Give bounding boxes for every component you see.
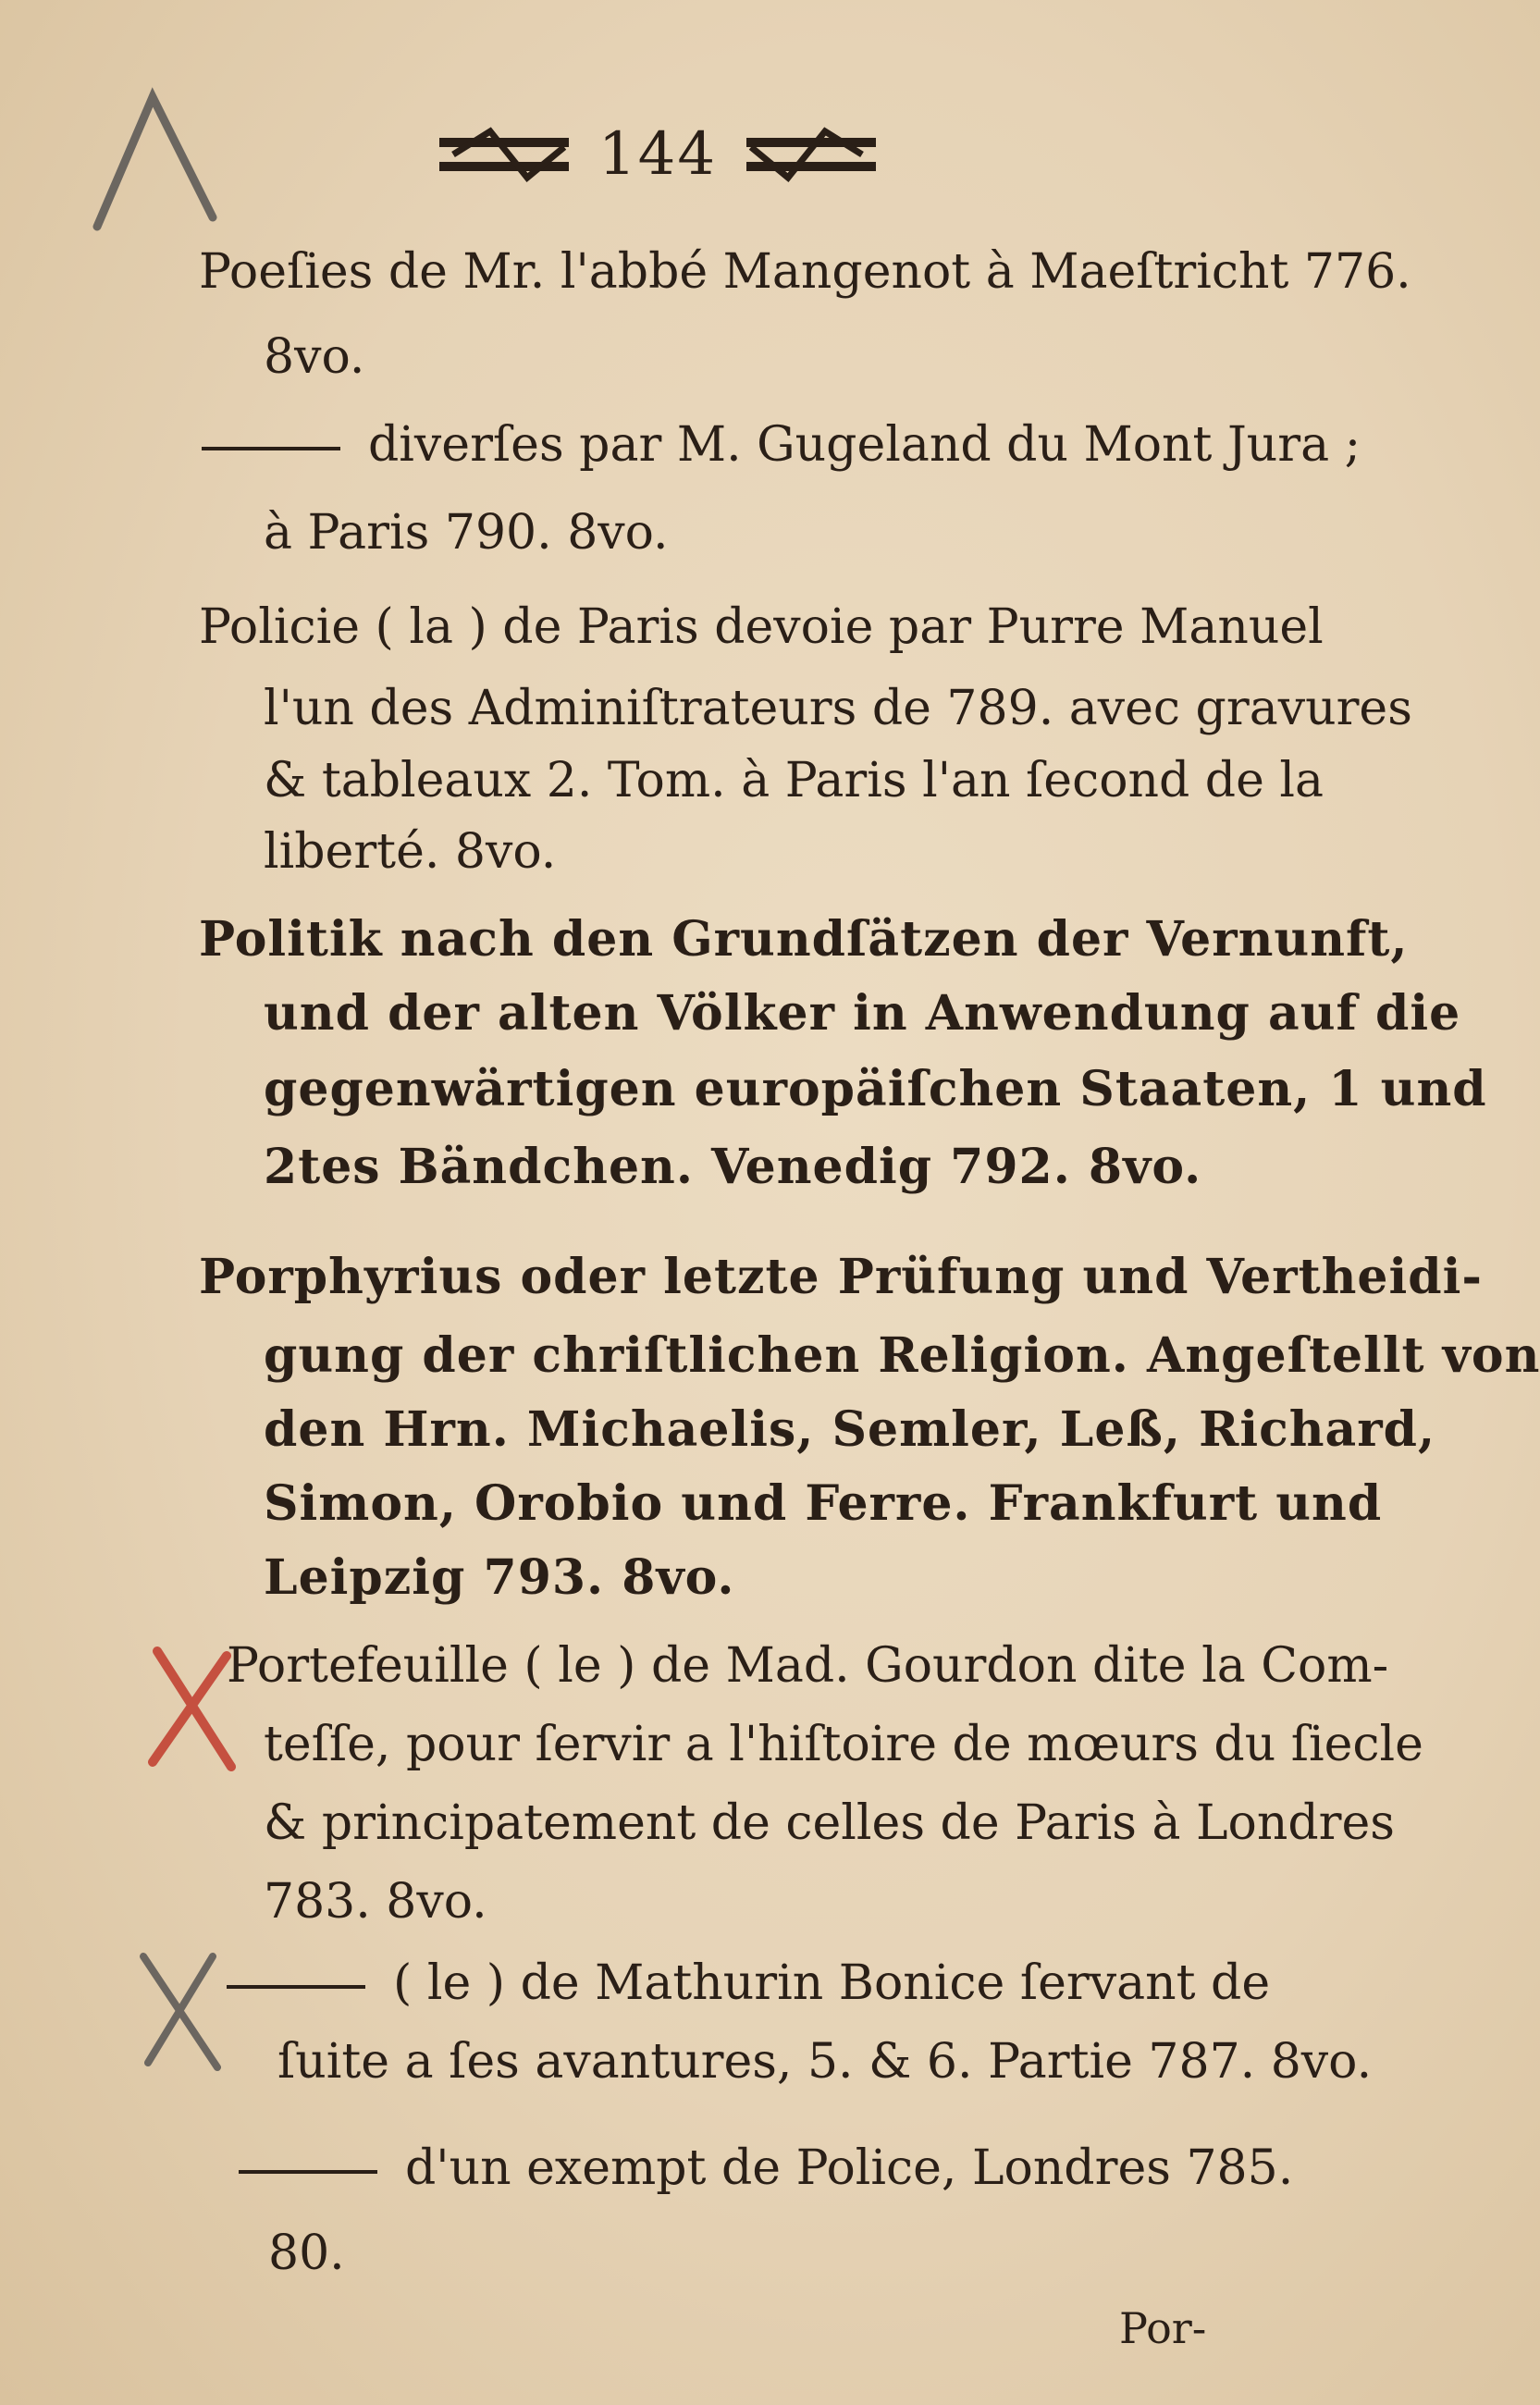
ornament-right-icon <box>742 127 881 182</box>
entry-line: teſſe, pour ſervir a l'hiſtoire de mœurs du ſiecle <box>264 1717 1423 1772</box>
entry-line: 2tes Bändchen. Venedig 792. 8vo. <box>264 1139 1202 1195</box>
ditto-dash <box>202 447 340 450</box>
entry-line: Leipzig 793. 8vo. <box>264 1549 735 1606</box>
entry-line: und der alten Völker in Anwendung auf die <box>264 985 1461 1042</box>
page-number: 144 <box>598 120 718 189</box>
entry-line: à Paris 790. 8vo. <box>264 505 669 561</box>
ditto-dash <box>239 2170 377 2174</box>
ditto-dash <box>227 1985 365 1989</box>
ornament-left-icon <box>435 127 573 182</box>
entry-line: ( le ) de Mathurin Bonice ſervant de <box>227 1959 1270 2007</box>
entry-line: & principatement de celles de Paris à Londres <box>264 1795 1395 1851</box>
page-header <box>0 120 1315 189</box>
entry-line: d'un exempt de Police, Londres 785. <box>239 2144 1293 2192</box>
entry-line: den Hrn. Michaelis, Semler, Leß, Richard, <box>264 1401 1436 1458</box>
entry-line: Policie ( la ) de Paris devoie par Purre Manuel <box>199 599 1324 655</box>
entry-line: diverſes par M. Gugeland du Mont Jura ; <box>202 421 1361 469</box>
pencil-x-mark <box>129 1942 231 2081</box>
entry-line: ſuite a ſes avantures, 5. & 6. Partie 787. 8vo. <box>277 2034 1373 2090</box>
entry-line: gegenwärtigen europäiſchen Staaten, 1 und <box>264 1061 1487 1117</box>
entry-line: 80. <box>268 2226 345 2281</box>
entry-line: l'un des Adminiſtrateurs de 789. avec gravures <box>264 681 1412 736</box>
entry-line: Portefeuille ( le ) de Mad. Gourdon dite la Com- <box>227 1638 1389 1694</box>
entry-line: 8vo. <box>264 329 365 385</box>
entry-line: Porphyrius oder letzte Prüfung und Vertheidi- <box>199 1249 1483 1305</box>
entry-line: 783. 8vo. <box>264 1874 487 1930</box>
catchword: Por- <box>1119 2303 1207 2353</box>
entry-line: & tableaux 2. Tom. à Paris l'an ſecond de la <box>264 753 1324 808</box>
entry-line: Politik nach den Grundſätzen der Vernunft, <box>199 911 1409 968</box>
entry-line: Poeſies de Mr. l'abbé Mangenot à Maeſtricht 776. <box>199 244 1411 300</box>
entry-line: gung der chriſtlichen Religion. Angeſtellt von <box>264 1327 1540 1384</box>
entry-line: liberté. 8vo. <box>264 824 557 880</box>
entry-line: Simon, Orobio und Ferre. Frankfurt und <box>264 1475 1383 1532</box>
